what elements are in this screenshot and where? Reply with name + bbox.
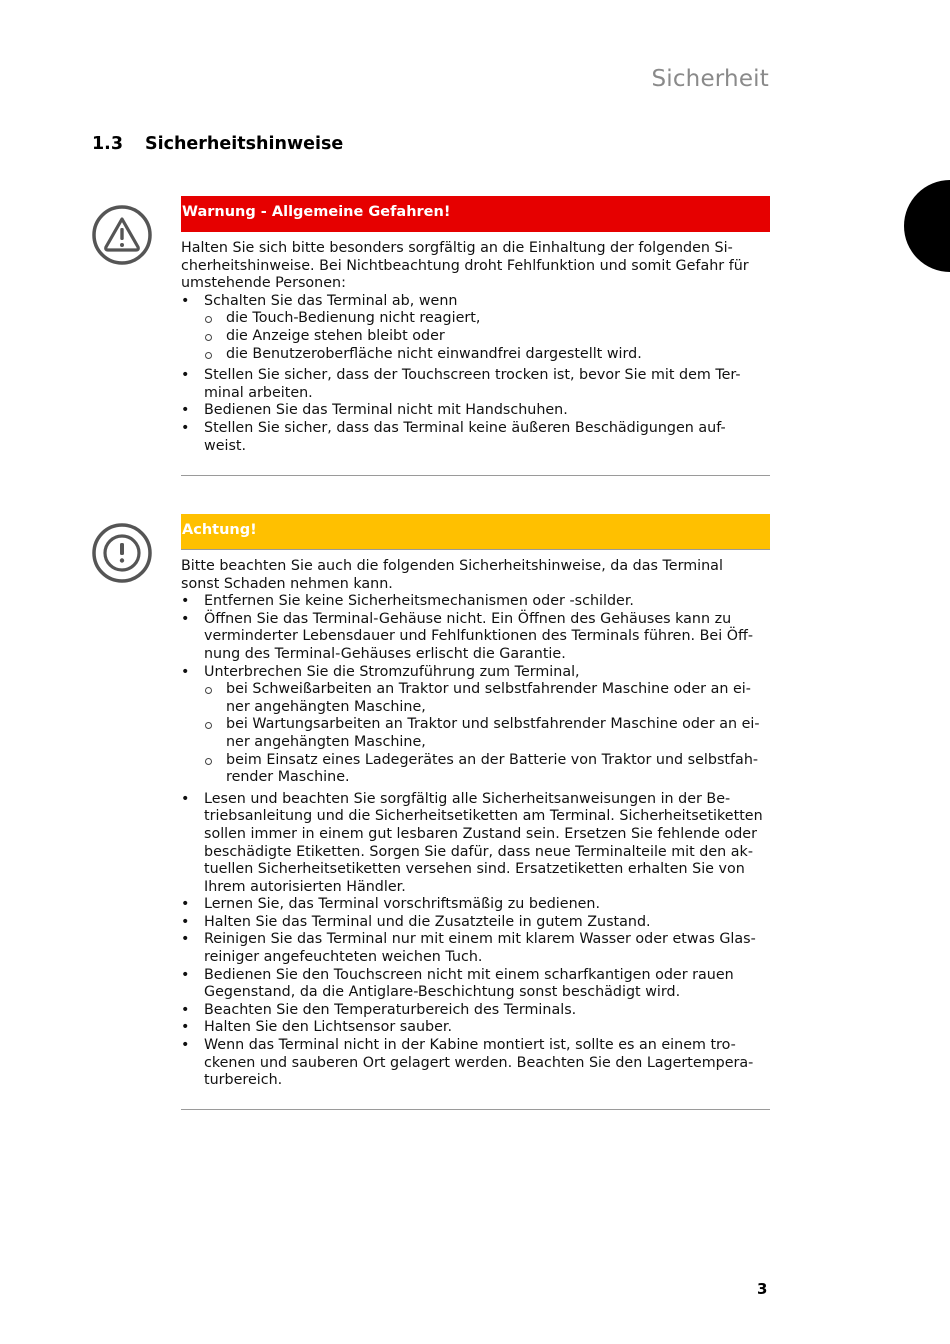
list-item bbox=[181, 1037, 770, 1090]
sublist-item bbox=[204, 310, 770, 328]
sublist-item bbox=[204, 716, 770, 751]
item-line: sollen immer in einem gut lesbaren Zustand sein. Ersetzen Sie fehlende oder bbox=[204, 825, 757, 842]
item-line: die Touch-Bedienung nicht reagiert, bbox=[226, 310, 481, 327]
item-line: triebsanleitung und die Sicherheitsetiketten am Terminal. Sicherheitsetiketten bbox=[204, 808, 763, 825]
list-item bbox=[181, 664, 770, 787]
item-line: beschädigte Etiketten. Sorgen Sie dafür, dass neue Terminalteile mit den ak- bbox=[204, 843, 753, 860]
list-item bbox=[181, 791, 770, 897]
warning-body bbox=[181, 240, 770, 455]
warning-list bbox=[181, 293, 770, 455]
item-line: tuellen Sicherheitsetiketten versehen sind. Ersatzetiketten erhalten Sie von bbox=[204, 861, 745, 878]
warning-triangle-icon bbox=[91, 204, 153, 266]
item-line: Beachten Sie den Temperaturbereich des Terminals. bbox=[204, 1001, 577, 1018]
warning-notice bbox=[181, 196, 770, 455]
item-line: verminderter Lebensdauer und Fehlfunktionen des Terminals führen. Bei Öff- bbox=[204, 628, 753, 645]
item-line: ner angehängten Maschine, bbox=[226, 698, 426, 715]
item-line: Stellen Sie sicher, dass das Terminal keine äußeren Beschädigungen auf- bbox=[204, 419, 726, 436]
sublist-item bbox=[204, 681, 770, 716]
caution-body bbox=[181, 558, 770, 1090]
page-number: 3 bbox=[757, 1280, 768, 1298]
item-line: Lernen Sie, das Terminal vorschriftsmäßig zu bedienen. bbox=[204, 896, 601, 913]
list-item bbox=[181, 593, 770, 611]
list-item bbox=[181, 931, 770, 966]
item-line: ckenen und sauberen Ort gelagert werden. Beachten Sie den Lagertempera- bbox=[204, 1054, 754, 1071]
item-line: Wenn das Terminal nicht in der Kabine montiert ist, sollte es an einem tro- bbox=[204, 1037, 736, 1054]
caution-list bbox=[181, 593, 770, 1090]
list-item bbox=[181, 367, 770, 402]
item-line: Reinigen Sie das Terminal nur mit einem mit klarem Wasser oder etwas Glas- bbox=[204, 931, 756, 948]
item-line: weist. bbox=[204, 437, 247, 454]
item-line: Schalten Sie das Terminal ab, wenn bbox=[204, 292, 458, 309]
item-line: Entfernen Sie keine Sicherheitsmechanismen oder -schilder. bbox=[204, 593, 634, 610]
item-line: Unterbrechen Sie die Stromzuführung zum Terminal, bbox=[204, 663, 580, 680]
item-line: Halten Sie das Terminal und die Zusatzteile in gutem Zustand. bbox=[204, 913, 651, 930]
list-item bbox=[181, 611, 770, 664]
item-line: Halten Sie den Lichtsensor sauber. bbox=[204, 1019, 452, 1036]
list-item bbox=[181, 1002, 770, 1020]
caution-sublist bbox=[204, 681, 770, 787]
section-heading bbox=[92, 134, 343, 154]
sublist-item bbox=[204, 346, 770, 364]
item-line: turbereich. bbox=[204, 1072, 283, 1089]
item-line: Stellen Sie sicher, dass der Touchscreen trocken ist, bevor Sie mit dem Ter- bbox=[204, 367, 741, 384]
list-item bbox=[181, 967, 770, 1002]
item-line: Bedienen Sie den Touchscreen nicht mit einem scharfkantigen oder rauen bbox=[204, 966, 734, 983]
list-item bbox=[181, 402, 770, 420]
item-line: Ihrem autorisierten Händler. bbox=[204, 878, 406, 895]
item-line: die Anzeige stehen bleibt oder bbox=[226, 327, 445, 344]
item-line: Öffnen Sie das Terminal-Gehäuse nicht. Ein Öffnen des Gehäuses kann zu bbox=[204, 610, 732, 627]
caution-bar: Achtung! bbox=[181, 514, 770, 550]
list-item bbox=[181, 420, 770, 455]
exclamation-circle-icon bbox=[91, 522, 153, 584]
intro-line: sonst Schaden nehmen kann. bbox=[181, 575, 393, 592]
caution-notice bbox=[181, 514, 770, 1090]
intro-line: cherheitshinweise. Bei Nichtbeachtung droht Fehlfunktion und somit Gefahr für bbox=[181, 257, 749, 274]
item-line: Gegenstand, da die Antiglare-Beschichtung sonst beschädigt wird. bbox=[204, 984, 681, 1001]
warning-intro bbox=[181, 240, 770, 293]
item-line: beim Einsatz eines Ladegerätes an der Batterie von Traktor und selbstfah- bbox=[226, 751, 759, 768]
item-line: nung des Terminal-Gehäuses erlischt die Garantie. bbox=[204, 645, 566, 662]
running-header: Sicherheit bbox=[651, 66, 769, 92]
sublist-item bbox=[204, 752, 770, 787]
caution-intro bbox=[181, 558, 770, 593]
intro-line: umstehende Personen: bbox=[181, 275, 346, 292]
caution-divider bbox=[181, 1109, 770, 1110]
warning-bar: Warnung - Allgemeine Gefahren! bbox=[181, 196, 770, 232]
item-line: reiniger angefeuchteten weichen Tuch. bbox=[204, 949, 483, 966]
section-number: 1.3 bbox=[92, 134, 124, 154]
item-line: bei Wartungsarbeiten an Traktor und selbstfahrender Maschine oder an ei- bbox=[226, 716, 760, 733]
item-line: render Maschine. bbox=[226, 769, 350, 786]
intro-line: Bitte beachten Sie auch die folgenden Sicherheitshinweise, da das Terminal bbox=[181, 558, 723, 574]
section-title: Sicherheitshinweise bbox=[145, 134, 344, 154]
warning-sublist bbox=[204, 310, 770, 363]
warning-divider bbox=[181, 475, 770, 476]
chapter-tab-marker bbox=[904, 180, 950, 272]
item-line: Bedienen Sie das Terminal nicht mit Handschuhen. bbox=[204, 402, 568, 419]
list-item bbox=[181, 896, 770, 914]
intro-line: Halten Sie sich bitte besonders sorgfältig an die Einhaltung der folgenden Si- bbox=[181, 240, 733, 256]
sublist-item bbox=[204, 328, 770, 346]
item-line: bei Schweißarbeiten an Traktor und selbstfahrender Maschine oder an ei- bbox=[226, 681, 751, 698]
list-item bbox=[181, 293, 770, 363]
list-item bbox=[181, 1019, 770, 1037]
item-line: minal arbeiten. bbox=[204, 384, 313, 401]
item-line: Lesen und beachten Sie sorgfältig alle Sicherheitsanweisungen in der Be- bbox=[204, 790, 731, 807]
item-line: die Benutzeroberfläche nicht einwandfrei dargestellt wird. bbox=[226, 345, 642, 362]
item-line: ner angehängten Maschine, bbox=[226, 733, 426, 750]
list-item bbox=[181, 914, 770, 932]
